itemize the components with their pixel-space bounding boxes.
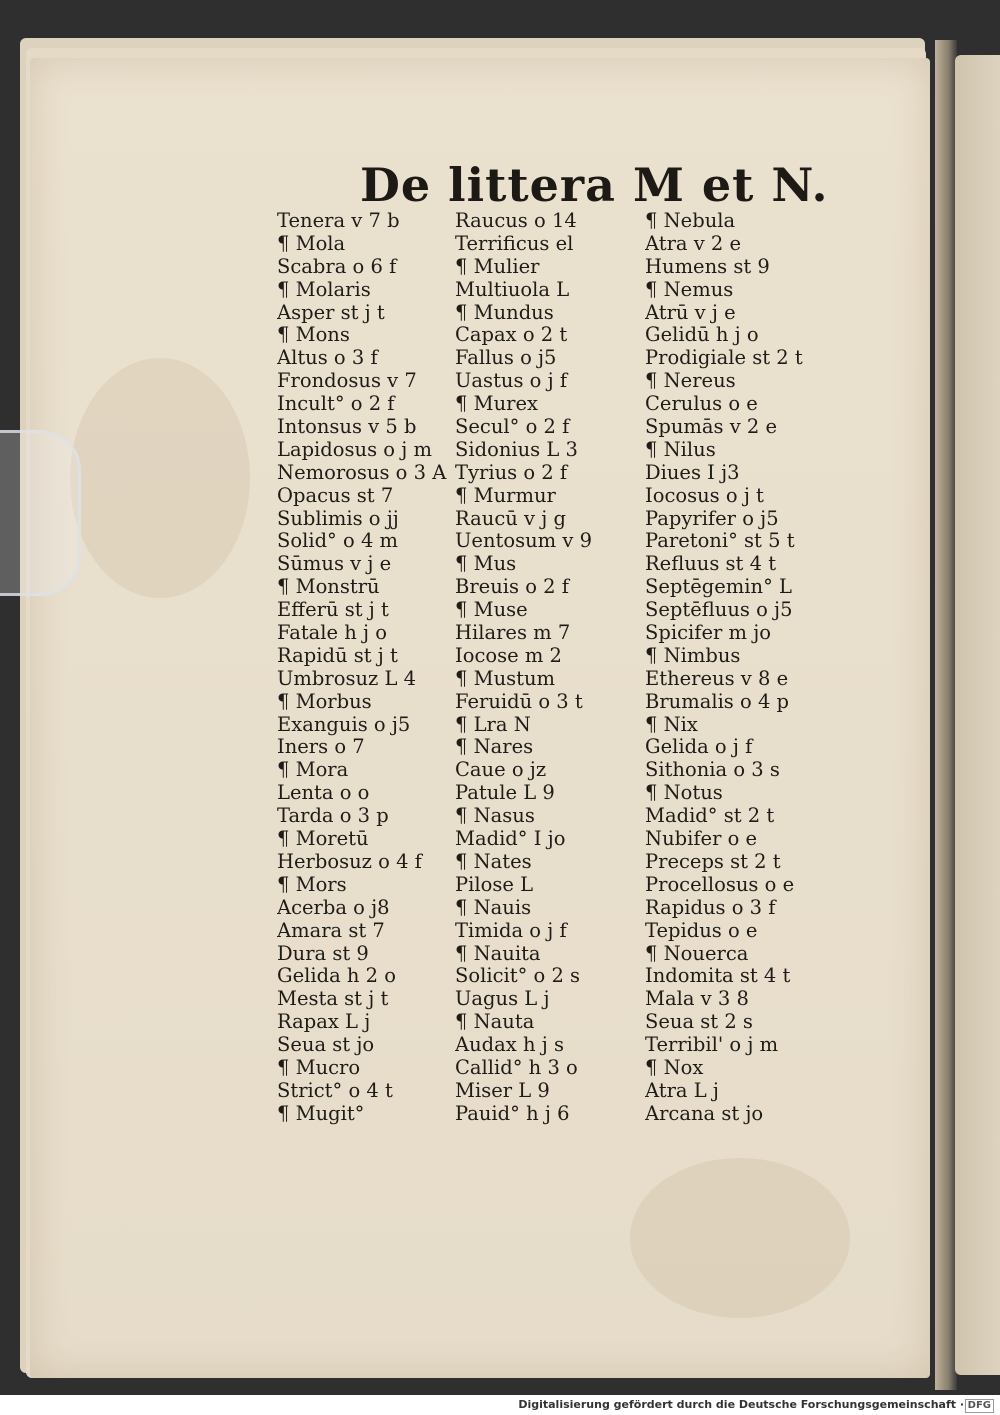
entry-line: ¶ Mons [277,324,350,347]
entry-line: Seua st 2 s [645,1011,753,1034]
entry-line: Fatale h j o [277,622,388,645]
entry-line: Iocose m 2 [455,644,562,667]
entry-line: Feruidū o 3 t [455,690,583,713]
entry-line: Acerba o j8 [277,896,390,919]
entry-line: Terrificus el [455,232,574,255]
entry-line: ¶ Mugit° [277,1102,365,1125]
entry-line: Rapidū st j t [277,644,398,667]
entry-line: Opacus st 7 [277,484,394,507]
entry-line: Capax o 2 t [455,324,568,347]
entry-line: Solid° o 4 m [277,530,399,553]
entry-line: ¶ Nereus [645,370,736,393]
entry-line: Fallus o j5 [455,347,557,370]
page-title: De littera M et N. [360,158,829,212]
entry-line: ¶ Nox [645,1056,704,1079]
dfg-logo: DFG [965,1399,994,1413]
entry-line: Multiuola L [455,278,570,301]
footer-credit: Digitalisierung gefördert durch die Deutsche Forschungsgemeinschaft · [518,1398,964,1411]
entry-line: Arcana st jo [645,1102,764,1125]
entry-line: Timida o j f [455,919,567,942]
entry-line: Sūmus v j e [277,553,392,576]
entry-line: ¶ Murmur [455,484,556,507]
entry-line: Atrū v j e [645,301,736,324]
entry-line: Altus o 3 f [277,347,378,370]
entry-line: Iocosus o j t [645,484,764,507]
entry-line: ¶ Mola [277,232,346,255]
text-column-2 [455,210,640,1126]
entry-line: Miser L 9 [455,1079,550,1102]
entry-line: ¶ Nasus [455,805,535,828]
entry-line: ¶ Mucro [277,1056,361,1079]
entry-line: Preceps st 2 t [645,850,781,873]
text-column-3 [645,210,845,1126]
entry-line: Septēgemin° L [645,576,792,599]
entry-line: ¶ Muse [455,599,528,622]
entry-line: Gelida h 2 o [277,965,396,988]
entry-line: Incult° o 2 f [277,393,395,416]
entry-line: Atra v 2 e [645,232,742,255]
entry-line: Audax h j s [455,1034,564,1057]
entry-line: ¶ Nares [455,736,534,759]
entry-line: ¶ Nix [645,713,698,736]
entry-line: Gelida o j f [645,736,753,759]
entry-line: Brumalis o 4 p [645,690,790,713]
entry-line: Indomita st 4 t [645,965,791,988]
entry-line: Iners o 7 [277,736,365,759]
entry-line: ¶ Mulier [455,255,540,278]
entry-line: Strict° o 4 t [277,1079,393,1102]
entry-line: Rapidus o 3 f [645,896,776,919]
entry-line: ¶ Mundus [455,301,554,324]
entry-line: ¶ Notus [645,782,723,805]
entry-line: ¶ Nilus [645,438,716,461]
entry-line: Pauid° h j 6 [455,1102,570,1125]
entry-line: Raucū v j g [455,507,566,530]
entry-line: Secul° o 2 f [455,416,570,439]
entry-line: ¶ Mors [277,873,347,896]
entry-line: Spicifer m jo [645,622,771,645]
entry-line: Spumās v 2 e [645,416,778,439]
entry-line: Seua st jo [277,1034,375,1057]
entry-line: ¶ Nates [455,850,532,873]
entry-line: Ethereus v 8 e [645,667,789,690]
entry-line: Cerulus o e [645,393,758,416]
entry-line: ¶ Monstrū [277,576,380,599]
entry-line: Nemorosus o 3 A [277,461,447,484]
entry-line: Uagus L j [455,988,550,1011]
entry-line: ¶ Nebula [645,210,736,232]
entry-line: Tenera v 7 b [277,210,400,232]
entry-line: Hilares m 7 [455,622,571,645]
entry-line: Breuis o 2 f [455,576,569,599]
entry-line: Tepidus o e [645,919,758,942]
entry-line: Madid° st 2 t [645,805,775,828]
entry-line: Dura st 9 [277,942,369,965]
entry-line: Procellosus o e [645,873,795,896]
entry-line: Sidonius L 3 [455,438,578,461]
entry-line: ¶ Mus [455,553,517,576]
entry-line: Patule L 9 [455,782,555,805]
entry-line: Lapidosus o j m [277,438,432,461]
entry-line: Sublimis o jj [277,507,399,530]
entry-line: Asper st j t [277,301,385,324]
paper-stain [630,1158,850,1318]
entry-line: Humens st 9 [645,255,770,278]
adjacent-page-edge [955,55,1000,1375]
entry-line: Paretoni° st 5 t [645,530,795,553]
entry-line: ¶ Nouerca [645,942,749,965]
entry-line: Uastus o j f [455,370,568,393]
entry-line: Terribil' o j m [645,1034,779,1057]
entry-line: Mala v 3 8 [645,988,749,1011]
entry-line: ¶ Nauta [455,1011,535,1034]
entry-line: ¶ Mustum [455,667,556,690]
entry-line: Intonsus v 5 b [277,416,417,439]
entry-line: Septēfluus o j5 [645,599,793,622]
entry-line: Rapax L j [277,1011,371,1034]
entry-line: Amara st 7 [277,919,385,942]
page-clip [0,430,81,596]
entry-line: Raucus o 14 [455,210,577,232]
entry-line: Frondosus v 7 [277,370,417,393]
book-gutter [935,40,957,1390]
entry-line: Atra L j [645,1079,719,1102]
entry-line: Sithonia o 3 s [645,759,780,782]
entry-line: ¶ Morbus [277,690,372,713]
entry-line: Prodigiale st 2 t [645,347,803,370]
entry-line: Uentosum v 9 [455,530,592,553]
entry-line: Solicit° o 2 s [455,965,581,988]
entry-line: Efferū st j t [277,599,389,622]
entry-line: ¶ Nimbus [645,644,741,667]
entry-line: Gelidū h j o [645,324,759,347]
entry-line: ¶ Mora [277,759,349,782]
entry-line: Caue o jz [455,759,547,782]
entry-line: Herbosuz o 4 f [277,850,422,873]
entry-line: ¶ Murex [455,393,538,416]
entry-line: Pilose L [455,873,534,896]
entry-line: ¶ Moretū [277,828,369,851]
text-column-1 [277,210,462,1126]
entry-line: Callid° h 3 o [455,1056,578,1079]
entry-line: Exanguis o j5 [277,713,411,736]
entry-line: Nubifer o e [645,828,758,851]
entry-line: Refluus st 4 t [645,553,777,576]
entry-line: ¶ Nauita [455,942,541,965]
entry-line: Mesta st j t [277,988,389,1011]
entry-line: ¶ Nemus [645,278,734,301]
entry-line: Lenta o o [277,782,370,805]
entry-line: Madid° I jo [455,828,566,851]
entry-line: Diues I j3 [645,461,740,484]
entry-line: Papyrifer o j5 [645,507,779,530]
entry-line: ¶ Molaris [277,278,371,301]
entry-line: Tyrius o 2 f [455,461,568,484]
entry-line: ¶ Nauis [455,896,532,919]
entry-line: Tarda o 3 p [277,805,389,828]
entry-line: Scabra o 6 f [277,255,397,278]
paper-stain [70,358,250,598]
entry-line: ¶ Lra N [455,713,531,736]
entry-line: Umbrosuz L 4 [277,667,417,690]
